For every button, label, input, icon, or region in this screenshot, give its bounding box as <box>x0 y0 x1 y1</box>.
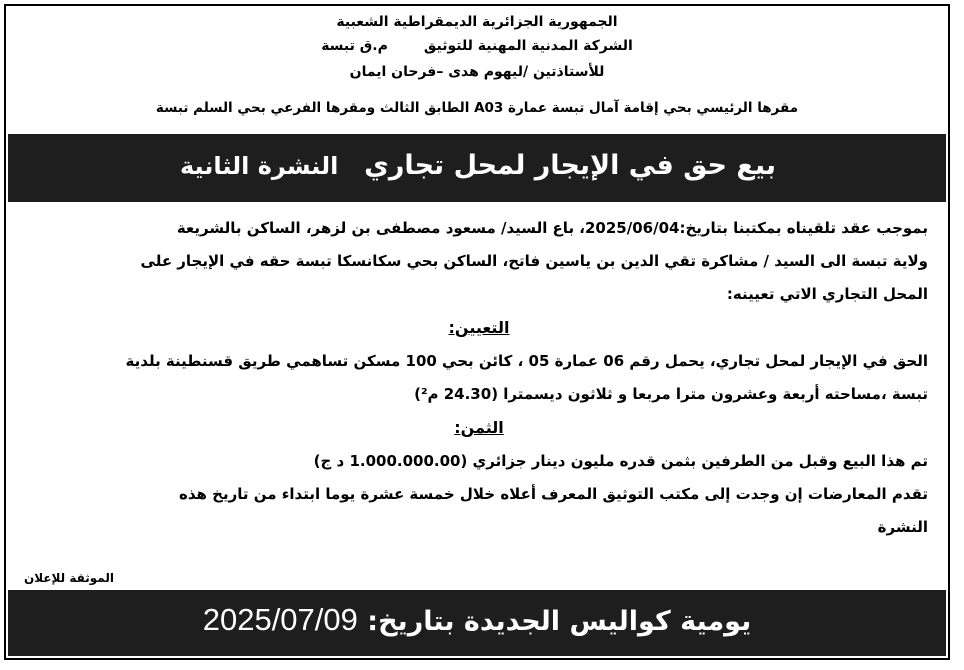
company-code: م.ق تبسة <box>321 38 388 54</box>
title-banner <box>8 134 946 202</box>
publication-name: يومية كواليس الجديدة بتاريخ: <box>367 606 752 637</box>
notice-line: المحل التجاري الاتي تعيينه: <box>726 285 928 303</box>
company-name: الشركة المدنية المهنية للتوثيق <box>423 38 633 54</box>
company-line <box>6 36 948 56</box>
notaries-names: للأستاذتين /ليهوم هدى –فرحان ايمان <box>349 64 605 80</box>
notice-line: تبسة ،مساحته أربعة وعشرون مترا مربعا و ثلاثون ديسمترا (24.30 م²) <box>414 385 928 403</box>
announcement-title: بيع حق في الإيجار لمحل تجاري <box>364 150 776 181</box>
edition-label: النشرة الثانية <box>180 152 339 180</box>
price-heading: الثمن: <box>454 418 504 437</box>
publication-footer <box>8 590 946 656</box>
publication-date: 2025/07/09 <box>202 602 358 637</box>
notary-signature: الموثقة للإعلان <box>24 571 114 585</box>
notice-line: تم هذا البيع وقبل من الطرفين بثمن قدره مليون دينار جزائري (1.000.000.00 د ج) <box>313 452 928 470</box>
notice-line: بموجب عقد تلقيناه بمكتبنا بتاريخ:2025/06/04، باع السيد/ مسعود مصطفى بن لزهر، الساكن بالشريعة <box>176 219 928 237</box>
designation-heading: التعيين: <box>448 318 510 337</box>
republic-title: الجمهورية الجزائرية الديمقراطية الشعبية <box>336 14 618 30</box>
notice-line: النشرة <box>877 518 928 536</box>
notice-line: تقدم المعارضات إن وجدت إلى مكتب التوثيق المعرف أعلاه خلال خمسة عشرة يوما ابتداء من تاريخ هذه <box>179 485 928 503</box>
notice-line: الحق في الإيجار لمحل تجاري، يحمل رقم 06 عمارة 05 ، كائن بحي 100 مسكن تساهمي طريق قسنطينة بلدية <box>125 352 928 370</box>
notice-line: ولاية تبسة الى السيد / مشاكرة تقي الدين بن ياسين فاتح، الساكن بحي سكانسكا تبسة حقه في الإيجار على <box>140 252 928 270</box>
announcement-frame <box>4 4 950 660</box>
notice-body <box>30 212 928 544</box>
office-address: مقرها الرئيسي بحي إقامة آمال تبسة عمارة A03 الطابق الثالث ومقرها الفرعي بحي السلم تبسة <box>155 100 799 116</box>
